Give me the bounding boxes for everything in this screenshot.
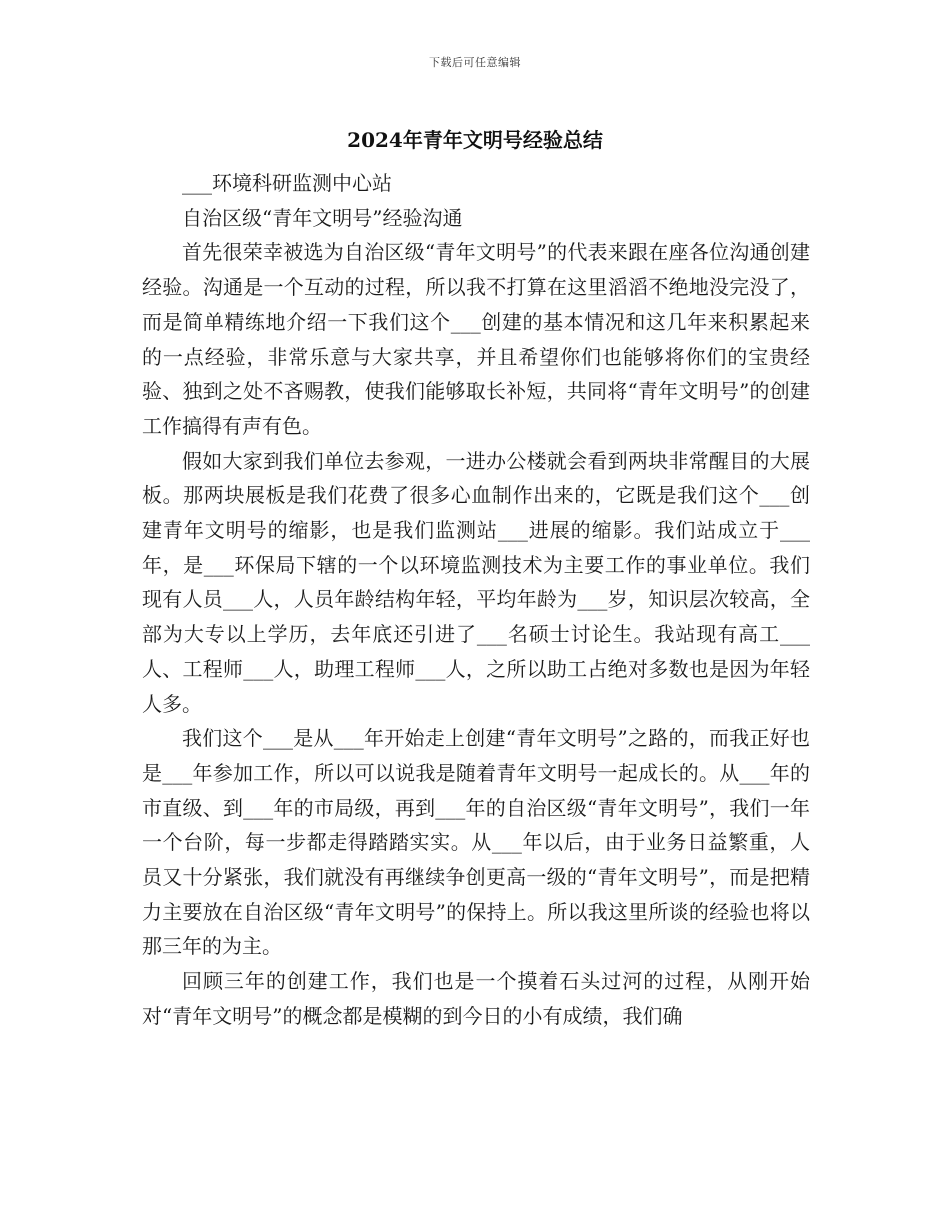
header-note: 下载后可任意编辑: [429, 56, 521, 69]
page-title: 2024年青年文明号经验总结: [347, 128, 603, 152]
document-body: [142, 166, 810, 1034]
paragraph-intro: 首先很荣幸被选为自治区级“青年文明号”的代表来跟在座各位沟通创建经验。沟通是一个互动的过程，所以我不打算在这里滔滔不绝地没完没了，而是简单精练地介绍一下我们这个___创建的基本情况和这几年来积累起来的一点经验，非常乐意与大家共享，并且希望你们也能够将你们的宝贵经验、独到之处不吝赐教，使我们能够取长补短，共同将“青年文明号”的创建工作搞得有声有色。: [142, 240, 810, 438]
paragraph-subtitle: 自治区级“青年文明号”经验沟通: [182, 205, 463, 230]
paragraph-org-name: ___环境科研监测中心站: [182, 171, 392, 195]
paragraph-unit-overview: 假如大家到我们单位去参观，一进办公楼就会看到两块非常醒目的大展板。那两块展板是我们花费了很多心血制作出来的，它既是我们这个___创建青年文明号的缩影，也是我们监测站___进展的缩影。我们站成立于___年，是___环保局下辖的一个以环境监测技术为主要工作的事业单位。我们现有人员___人，人员年龄结构年轻，平均年龄为___岁，知识层次较高，全部为大专以上学历，去年底还引进了___名硕士讨论生。我站现有高工___人、工程师___人，助理工程师___人，之所以助工占绝对多数也是因为年轻人多。: [142, 448, 810, 716]
paragraph-history: 我们这个___是从___年开始走上创建“青年文明号”之路的，而我正好也是___年参加工作，所以可以说我是随着青年文明号一起成长的。从___年的市直级、到___年的市局级，再到___年的自治区级“青年文明号”，我们一年一个台阶，每一步都走得踏踏实实。从___年以后，由于业务日益繁重，人员又十分紧张，我们就没有再继续争创更高一级的“青年文明号”，而是把精力主要放在自治区级“青年文明号”的保持上。所以我这里所谈的经验也将以那三年的为主。: [142, 726, 810, 959]
paragraph-review: 回顾三年的创建工作，我们也是一个摸着石头过河的过程，从刚开始对“青年文明号”的概念都是模糊的到今日的小有成绩，我们确: [142, 969, 810, 1028]
